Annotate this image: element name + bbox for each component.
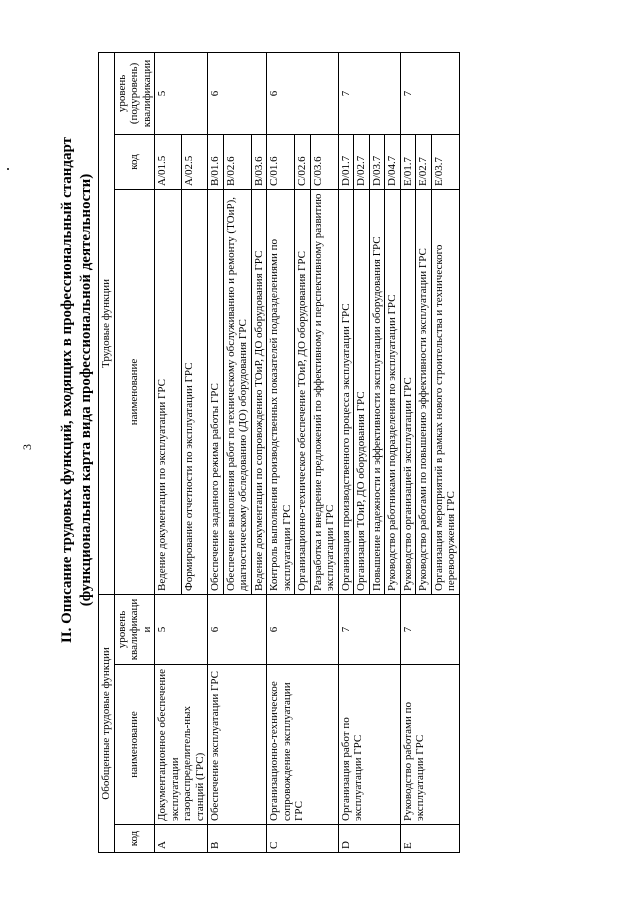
header-generalized: Обобщенные трудовые функции	[99, 594, 115, 852]
header-row-2	[114, 52, 155, 852]
functional-map-table	[98, 52, 460, 853]
header-code: код	[114, 825, 155, 853]
function-code: E/02.7	[416, 134, 432, 189]
function-code: B/03.6	[251, 134, 267, 189]
function-name: Повышение надежности и эффективности эксплуатации оборудования ГРС	[369, 189, 385, 594]
function-name: Организация производственного процесса эксплуатации ГРС	[338, 189, 354, 594]
header-function-code: код	[114, 134, 155, 189]
function-name: Руководство работами по повышению эффективности эксплуатации ГРС	[416, 189, 432, 594]
function-code: D/02.7	[354, 134, 370, 189]
title-line-2: (функциональная карта вида профессиональной деятельности)	[78, 173, 94, 607]
generalized-level: 5	[155, 594, 208, 664]
function-sublevel: 6	[208, 52, 267, 134]
generalized-level: 6	[267, 594, 339, 664]
function-name: Организация ТОиР, ДО оборудования ГРС	[354, 189, 370, 594]
generalized-level: 6	[208, 594, 267, 664]
generalized-name: Руководство работами по эксплуатации ГРС	[400, 665, 459, 825]
table-body	[155, 52, 460, 852]
generalized-code: D	[338, 825, 400, 853]
header-name: наименование	[114, 665, 155, 825]
table-row	[400, 52, 416, 852]
page-number: 3	[20, 444, 34, 450]
header-level: уровень квалификации	[114, 594, 155, 664]
generalized-name: Организационно-техническое сопровождение эксплуатации ГРС	[267, 665, 339, 825]
header-labor: Трудовые функции	[99, 52, 115, 594]
function-code: B/01.6	[208, 134, 224, 189]
function-sublevel: 7	[400, 52, 459, 134]
function-code: C/01.6	[267, 134, 295, 189]
header-sublevel: уровень (подуровень) квалификации	[114, 52, 155, 134]
generalized-name: Документационное обеспечение эксплуатации газораспределитель-ных станций (ГРС)	[155, 665, 208, 825]
generalized-code: E	[400, 825, 459, 853]
scan-speck	[7, 168, 9, 170]
function-name: Руководство организацией эксплуатации ГРС	[400, 189, 416, 594]
function-name: Организация мероприятий в рамках нового строительства и технического перевооружения ГРС	[431, 189, 459, 594]
generalized-name: Организация работ по эксплуатации ГРС	[338, 665, 400, 825]
table-row	[155, 52, 182, 852]
table-row	[267, 52, 295, 852]
function-code: D/04.7	[385, 134, 401, 189]
function-code: A/02.5	[181, 134, 208, 189]
title-line-1: II. Описание трудовых функций, входящих в профессиональный стандарт	[59, 136, 75, 644]
header-function-name: наименование	[114, 189, 155, 594]
function-code: D/01.7	[338, 134, 354, 189]
function-code: C/03.6	[310, 134, 338, 189]
function-name: Обеспечение выполнения работ по техническому обслуживанию и ремонту (ТОиР), диагностическому обследованию (ДО) оборудования ГРС	[223, 189, 251, 594]
function-name: Организационно-техническое обеспечение ТОиР, ДО оборудования ГРС	[295, 189, 311, 594]
function-code: D/03.7	[369, 134, 385, 189]
function-code: E/03.7	[431, 134, 459, 189]
function-name: Обеспечение заданного режима работы ГРС	[208, 189, 224, 594]
function-code: B/02.6	[223, 134, 251, 189]
function-name: Формирование отчетности по эксплуатации ГРС	[181, 189, 208, 594]
header-row-1	[99, 52, 115, 852]
generalized-level: 7	[338, 594, 400, 664]
generalized-name: Обеспечение эксплуатации ГРС	[208, 665, 267, 825]
table-row	[208, 52, 224, 852]
function-sublevel: 6	[267, 52, 339, 134]
generalized-code: B	[208, 825, 267, 853]
function-code: C/02.6	[295, 134, 311, 189]
function-code: A/01.5	[155, 134, 182, 189]
function-name: Контроль выполнения производственных показателей подразделениями по эксплуатации ГРС	[267, 189, 295, 594]
function-name: Руководство работниками подразделения по эксплуатации ГРС	[385, 189, 401, 594]
generalized-code: C	[267, 825, 339, 853]
function-sublevel: 7	[338, 52, 400, 134]
function-name: Разработка и внедрение предложений по эффективному и перспективному развитию эксплуатации ГРС	[310, 189, 338, 594]
function-code: E/01.7	[400, 134, 416, 189]
function-sublevel: 5	[155, 52, 208, 134]
function-name: Ведение документации по эксплуатации ГРС	[155, 189, 182, 594]
function-name: Ведение документации по сопровождению ТОиР, ДО оборудования ГРС	[251, 189, 267, 594]
table-row	[338, 52, 354, 852]
generalized-level: 7	[400, 594, 459, 664]
generalized-code: A	[155, 825, 208, 853]
page-title	[58, 25, 96, 755]
